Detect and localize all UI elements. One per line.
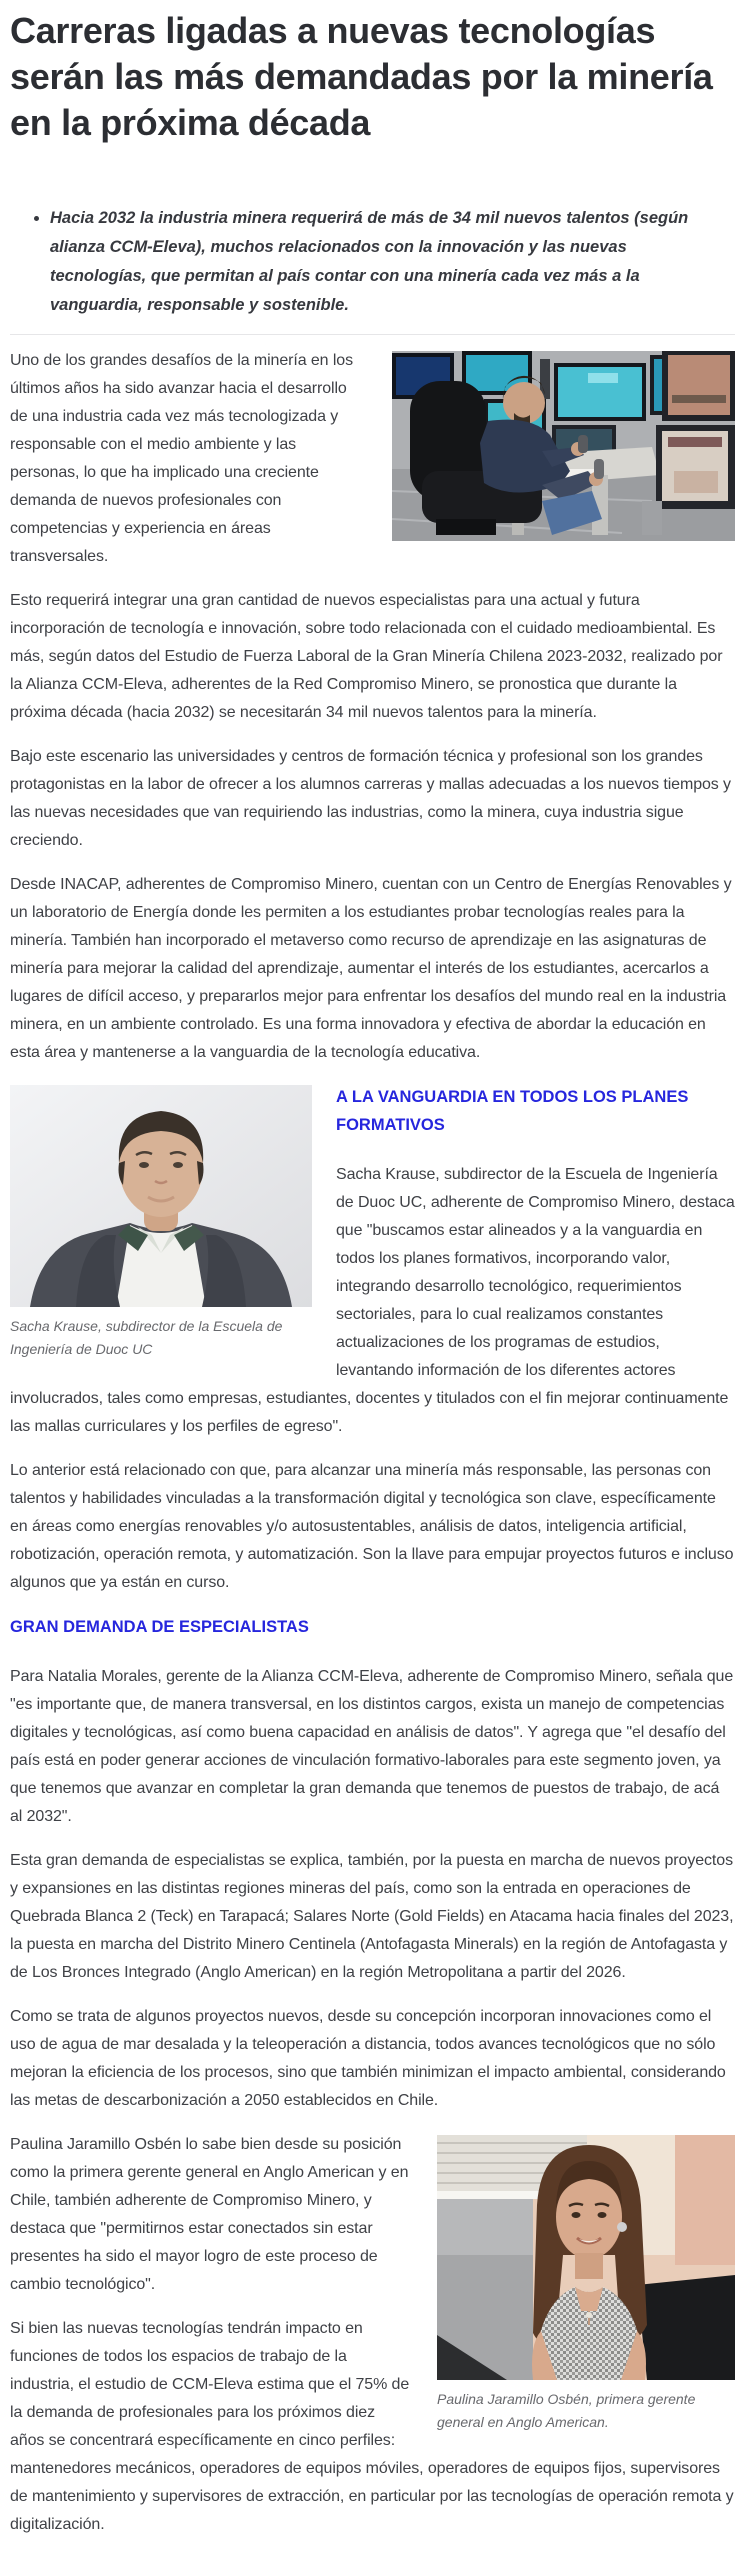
section-heading-demanda: GRAN DEMANDA DE ESPECIALISTAS	[10, 1618, 309, 1637]
divider	[10, 334, 735, 335]
paragraph-esto: Esto requerirá integrar una gran cantidad de nuevos especialistas para una actual y futura incorporación de tecnología e innovación, sobre todo relacionada con el cuidado medioambiental. Es más, según datos del Estudio de Fuerza Laboral de la Gran Minería Chilena 2023-2032, realizado por la Alianza CCM-Eleva, adherentes de la Red Compromiso Minero, se pronostica que durante la próxima década (hacia 2032) se necesitarán 34 mil nuevos talentos para la minería.	[10, 592, 723, 722]
paragraph-natalia: Para Natalia Morales, gerente de la Alianza CCM-Eleva, adherente de Compromiso Minero, señala que "es importante que, de manera transversal, en los distintos cargos, exista un manejo de competencias digitales y tecnológicas, así como buena capacidad en análisis de datos". Y agrega que "el desafío del país está en poder generar acciones de vinculación formativo-laborales para este segmento joven, ya que tenemos que avanzar en completar la gran demanda que tenemos de puestos de trabajo, de acá al 2032".	[10, 1668, 734, 1826]
article-body	[10, 347, 735, 2555]
paragraph-como: Como se trata de algunos proyectos nuevos, desde su concepción incorporan innovaciones como el uso de agua de mar desalada y la teleoperación a distancia, todos avances tecnológicos que no sólo mejoran la eficiencia de los procesos, sino que también minimizan el impacto ambiental, considerando las metas de descarbonización a 2050 establecidos en Chile.	[10, 2008, 726, 2110]
article-title: Carreras ligadas a nuevas tecnologías serán las más demandadas por la minería en la próxima década	[10, 10, 713, 144]
paragraph-si-bien: Si bien las nuevas tecnologías tendrán impacto en funciones de todos los espacios de trabajo de la industria, el estudio de CCM-Eleva estima que el 75% de la demanda de profesionales para los próximos diez años se concentrará específicamente en cinco perfiles: mantenedores mecánicos, operadores de equipos móviles, operadores de equipos fijos, supervisores de mantenimiento y supervisores de extracción, en particular por las tecnologías de operación remota y digitalización.	[10, 2320, 734, 2534]
paragraph-paulina: Paulina Jaramillo Osbén lo sabe bien desde su posición como la primera gerente general en Anglo American y en Chile, también adherente de Compromiso Minero, y destaca que "permitirnos estar conectados sin estar presentes ha sido el mayor logro de este proceso de cambio tecnológico".	[10, 2136, 409, 2294]
control-room-photo	[392, 351, 735, 541]
paragraph-lo-anterior: Lo anterior está relacionado con que, para alcanzar una minería más responsable, las personas con talentos y habilidades vinculadas a la transformación digital y tecnológica son clave, específicamente en áreas como energías renovables y/o autosustentables, análisis de datos, inteligencia artificial, robotización, operación remota, y automatización. Son la llave para empujar proyectos futuros e incluso algunos que ya están en curso.	[10, 1462, 734, 1592]
sacha-photo	[10, 1085, 312, 1307]
paulina-photo	[437, 2135, 735, 2380]
sacha-photo-figure	[10, 1085, 312, 1361]
paragraph-proyectos: Esta gran demanda de especialistas se explica, también, por la puesta en marcha de nuevos proyectos y expansiones en las distintas regiones mineras del país, como son la entrada en operaciones de Quebrada Blanca 2 (Teck) en Tarapacá; Salares Norte (Gold Fields) en Atacama hacia finales del 2023, la puesta en marcha del Distrito Minero Centinela (Antofagasta Minerals) en la región de Antofagasta y de Los Bronces Integrado (Anglo American) en la región Metropolitana a partir del 2026.	[10, 1852, 734, 1982]
paragraph-inacap: Desde INACAP, adherentes de Compromiso Minero, cuentan con un Centro de Energías Renovables y un laboratorio de Energía donde les permiten a los estudiantes probar tecnologías reales para la minería. También han incorporado el metaverso como recurso de aprendizaje en las asignaturas de minería para mejorar la calidad del aprendizaje, aumentar el interés de los estudiantes, acercarlos a lugares de difícil acceso, y prepararlos mejor para enfrentar los desafíos del mundo real en la industria minera, en un ambiente controlado. Es una forma innovadora y efectiva de abordar la educación en esta área y mantenerse a la vanguardia de la tecnología educativa.	[10, 876, 732, 1062]
sacha-photo-caption: Sacha Krause, subdirector de la Escuela de Ingeniería de Duoc UC	[10, 1318, 283, 1358]
lead-bullet: • Hacia 2032 la industria minera requerirá de más de 34 mil nuevos talentos (según alianza CCM-Eleva), muchos relacionados con la innovación y las nuevas tecnologías, que permitan al país contar con una minería cada vez más a la vanguardia, responsable y sostenible.	[50, 204, 721, 320]
paragraph-sacha-quote: Sacha Krause, subdirector de la Escuela de Ingeniería de Duoc UC, adherente de Compromiso Minero, destaca que "buscamos estar alineados y a la vanguardia en todos los planes formativos, incorporando valor, integrando desarrollo tecnológico, requerimientos sectoriales, para lo cual realizamos constantes actualizaciones de los programas de estudios, levantando información de los diferentes actores involucrados, tales como empresas, estudiantes, docentes y titulados con el fin mejorar continuamente las mallas curriculares y los perfiles de egreso".	[10, 1166, 735, 1436]
paulina-photo-caption: Paulina Jaramillo Osbén, primera gerente general en Anglo American.	[437, 2391, 696, 2431]
paragraph-bajo: Bajo este escenario las universidades y centros de formación técnica y profesional son los grandes protagonistas en la labor de ofrecer a los alumnos carreras y mallas adecuadas a los nuevos tiempos y las nuevas necesidades que van requiriendo las industrias, como la minera, cuya industria sigue creciendo.	[10, 748, 731, 850]
control-room-photo-image	[392, 351, 735, 541]
paragraph-intro: Uno de los grandes desafíos de la minería en los últimos años ha sido avanzar hacia el desarrollo de una industria cada vez más tecnologizada y responsable con el medio ambiente y las personas, lo que ha implicado una creciente demanda de nuevos profesionales con competencias y experiencia en áreas transversales.	[10, 352, 353, 566]
section-heading-vanguardia: A LA VANGUARDIA EN TODOS LOS PLANES FORMATIVOS	[336, 1088, 689, 1135]
paulina-photo-figure	[437, 2135, 735, 2434]
lead-bullet-list	[10, 204, 735, 320]
